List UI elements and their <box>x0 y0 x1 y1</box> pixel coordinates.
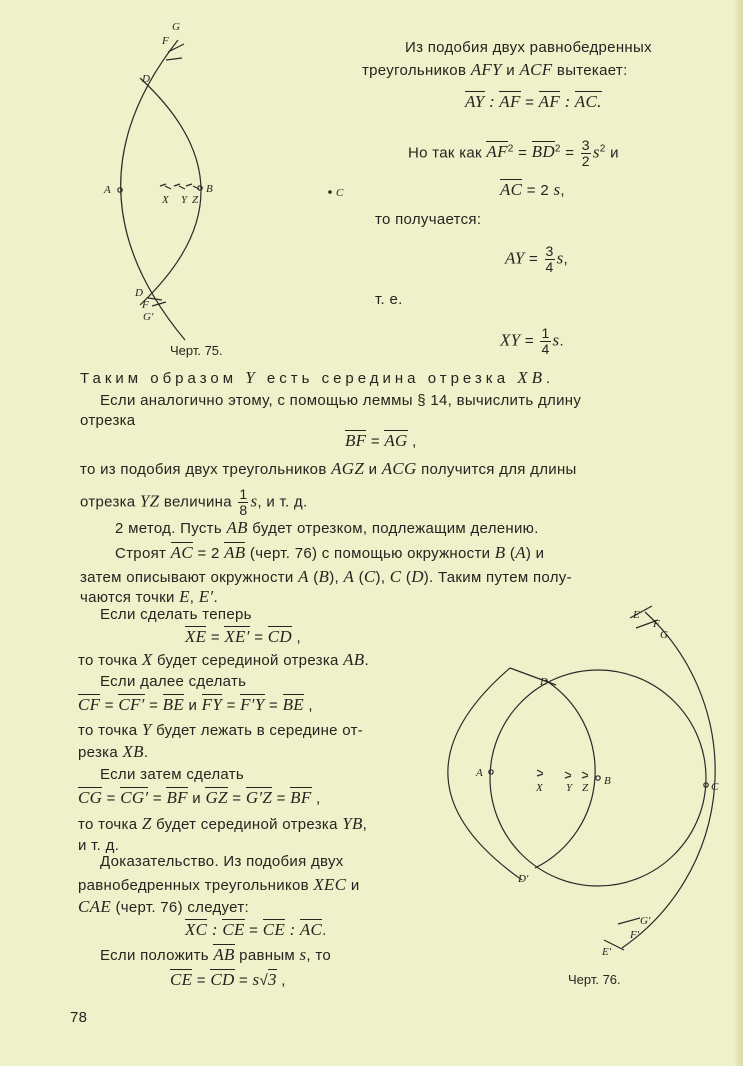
text-run: ( <box>354 569 364 586</box>
math-symbol: YZ <box>139 491 160 511</box>
math-segment-overlined: CF <box>78 695 101 714</box>
text-run: = <box>144 697 163 714</box>
text-run: = <box>520 94 539 111</box>
fraction-numerator: 3 <box>545 243 554 259</box>
text-run: Таким образом <box>80 370 246 387</box>
fig76-label-y: Y <box>566 782 573 794</box>
math-segment-overlined: AB <box>213 945 235 964</box>
math-segment-overlined: CE <box>170 970 193 989</box>
text-run: ( <box>308 569 319 586</box>
text-run: = <box>148 790 167 807</box>
text-run: Доказательство. Из подобия двух <box>100 853 344 870</box>
fig75-label-a: A <box>104 184 111 196</box>
text-run: Если затем сделать <box>100 766 244 783</box>
text-run: и <box>501 62 520 79</box>
math-segment-overlined: AF <box>538 92 561 111</box>
math-symbol: s <box>252 970 260 989</box>
math-segment-overlined: AC <box>170 543 193 562</box>
text-run: . <box>143 744 149 761</box>
text-run: = <box>366 433 385 450</box>
fraction-denominator: 2 <box>581 153 590 169</box>
fraction-numerator: 3 <box>581 137 590 153</box>
text-run: = <box>100 697 119 714</box>
math-segment-overlined: AG <box>384 431 408 450</box>
math-symbol: Z <box>141 814 152 833</box>
fraction-numerator: 1 <box>239 486 248 502</box>
text-run: ). Таким путем полу- <box>423 569 572 586</box>
math-symbol: D <box>411 567 424 586</box>
math-segment-overlined: CG′ <box>120 788 149 807</box>
math-symbol: s <box>552 330 560 350</box>
math-symbol: XB <box>122 742 144 761</box>
math-exponent: 2 <box>599 143 606 155</box>
math-symbol: AGZ <box>331 459 365 478</box>
math-symbol: ACF <box>519 60 553 79</box>
text-run: = 2 <box>522 182 554 199</box>
text-run: , <box>291 629 301 646</box>
text-run: то получается: <box>375 211 482 228</box>
text-run: ), <box>375 569 390 586</box>
text-run: , <box>189 589 199 606</box>
text-run: отрезка <box>80 412 136 429</box>
text-run: , <box>276 972 286 989</box>
fig76-label-d2: D′ <box>518 873 529 885</box>
fig76-label-c: C <box>711 781 719 793</box>
fig75-label-f: F <box>162 35 169 47</box>
math-symbol: s <box>250 491 258 511</box>
math-segment-overlined: CE <box>262 920 286 939</box>
fig75-label-c: C <box>336 187 344 199</box>
text-run: величина <box>159 493 237 511</box>
text-run: равнобедренных треугольников <box>78 877 314 894</box>
text-run: = <box>249 629 268 646</box>
math-symbol: XEC <box>313 875 347 894</box>
text-run: = <box>520 332 539 350</box>
fig76-label-f: F <box>653 618 660 630</box>
text-run: резка <box>78 744 123 761</box>
text-run: = <box>222 697 241 714</box>
text-run: = <box>560 144 579 162</box>
text-run: √ <box>259 972 269 989</box>
math-symbol: Y <box>141 720 152 739</box>
text-run: будет серединой отрезка <box>151 816 343 833</box>
text-run: будет отрезком, подлежащим делению. <box>247 520 539 537</box>
math-symbol: : <box>484 92 500 111</box>
text-run: 2 метод. Пусть <box>115 520 227 537</box>
fraction-numerator: 1 <box>541 325 550 341</box>
fraction-denominator: 4 <box>541 341 550 357</box>
math-segment-overlined: XC <box>185 920 208 939</box>
math-segment-overlined: AY <box>465 92 485 111</box>
text-run: чаются точки <box>80 589 180 606</box>
math-symbol: s <box>553 180 561 199</box>
math-symbol: B <box>494 543 506 562</box>
math-segment-overlined: XE <box>185 627 207 646</box>
page-number: 78 <box>70 1009 88 1026</box>
text-run: . <box>559 332 564 350</box>
math-segment-overlined: BE <box>162 695 185 714</box>
math-segment-overlined: AB <box>224 543 246 562</box>
text-run: Строят <box>115 545 171 562</box>
text-run: то точка <box>78 722 142 739</box>
text-run: Но так как <box>408 144 487 162</box>
text-run: , <box>407 433 417 450</box>
fig76-label-d: D <box>540 676 548 688</box>
line-d <box>510 668 556 685</box>
text-run: ( <box>505 545 516 562</box>
text-run: т. е. <box>375 291 403 308</box>
text-run: , <box>563 250 568 268</box>
text-run: = <box>206 629 225 646</box>
math-segment-overlined: AC <box>299 920 323 939</box>
math-symbol: A <box>343 567 355 586</box>
text-run: , <box>362 816 368 833</box>
text-run: = <box>524 250 543 268</box>
text-run: равным <box>234 947 300 964</box>
math-segment-overlined: CD <box>267 627 292 646</box>
arc-a-c <box>622 612 715 948</box>
math-segment-overlined: BD <box>531 142 555 162</box>
fig76-label-g2: G′ <box>640 915 651 927</box>
fig75-label-g2: G′ <box>143 311 154 323</box>
text-run: и <box>187 790 206 807</box>
fraction-denominator: 8 <box>239 502 248 518</box>
math-symbol: B <box>318 567 330 586</box>
math-symbol: s <box>556 248 564 268</box>
text-run: ), <box>329 569 344 586</box>
math-symbol: A <box>298 567 309 586</box>
text-run: Если сделать теперь <box>100 606 252 623</box>
text-run: то из подобия двух треугольников <box>80 461 332 478</box>
fig75-label-b: B <box>206 183 213 195</box>
fig75-label-d2: D <box>135 287 143 299</box>
text-run: = <box>272 790 291 807</box>
text-run: = <box>227 790 246 807</box>
math-segment-overlined: AC. <box>574 92 602 111</box>
math-segment-overlined: AC <box>500 180 523 199</box>
math-segment-overlined: F′Y <box>240 695 265 714</box>
text-run: = <box>102 790 121 807</box>
fig76-label-g: G <box>660 629 668 641</box>
fig76-label-e2: E′ <box>602 946 612 958</box>
text-run: (черт. 76) следует: <box>111 899 249 916</box>
text-run: и <box>605 144 619 162</box>
text-run: и <box>184 697 202 714</box>
math-symbol: : <box>560 92 575 111</box>
text-run: и т. д. <box>78 837 120 854</box>
math-segment-overlined: CF′ <box>118 695 145 714</box>
text-run: Из подобия двух равнобедренных <box>405 39 652 56</box>
math-symbol: XY <box>500 330 521 350</box>
text-run: и <box>364 461 382 478</box>
math-symbol: AB <box>343 650 365 669</box>
text-run: , <box>303 697 313 714</box>
fig76-label-z: Z <box>582 782 589 794</box>
text-run: . <box>546 370 555 387</box>
circle-b-a <box>490 670 706 886</box>
math-symbol: AY <box>505 248 525 268</box>
figure-75-caption: Черт. 75. <box>170 343 223 358</box>
math-symbol: CAE <box>78 897 112 916</box>
text-run: то точка <box>78 816 142 833</box>
text-run: = <box>192 972 211 989</box>
math-symbol: E′ <box>198 587 214 606</box>
fig76-label-a: A <box>476 767 483 779</box>
text-run: получится для длины <box>416 461 577 478</box>
math-symbol: : <box>285 920 300 939</box>
text-run: , <box>560 182 565 199</box>
text-run: есть середина отрезка <box>258 370 518 387</box>
math-symbol: ACG <box>381 459 417 478</box>
text-run: = <box>244 922 263 939</box>
math-symbol: Y <box>245 368 259 387</box>
text-run: Если далее сделать <box>100 673 247 690</box>
fig75-label-g: G <box>172 21 180 33</box>
fig75-label-x: X <box>162 194 169 206</box>
fig76-label-x: X <box>536 782 543 794</box>
fig76-label-e: E <box>633 609 640 621</box>
math-segment-overlined: CE <box>222 920 245 939</box>
text-run: = 2 <box>192 545 225 562</box>
fraction-denominator: 4 <box>545 259 554 275</box>
figure-76-caption: Черт. 76. <box>568 972 621 987</box>
math-symbol: A <box>515 543 526 562</box>
text-run: будет лежать в середине от- <box>151 722 364 739</box>
text-run: . <box>213 589 218 606</box>
math-symbol: E <box>179 587 190 606</box>
text-run: и <box>346 877 360 894</box>
math-segment-overlined: G′Z <box>245 788 273 807</box>
text-run: треугольников <box>362 62 471 79</box>
text-run: то точка <box>78 652 142 669</box>
arc-c-d <box>448 668 522 880</box>
math-segment-overlined: FY <box>201 695 223 714</box>
fig75-label-z: Z <box>192 194 199 206</box>
math-symbol: s <box>299 945 307 964</box>
text-run: , <box>311 790 321 807</box>
text-run: (черт. 76) с помощью окружности <box>245 545 495 562</box>
text-run: ) и <box>525 545 545 562</box>
text-run: = <box>264 697 283 714</box>
text-run: = <box>234 972 253 989</box>
fig75-label-f2: F <box>142 299 149 311</box>
text-run: , то <box>306 947 331 964</box>
math-symbol: s <box>592 142 600 162</box>
math-segment-overlined: BF <box>290 788 312 807</box>
math-segment-overlined: AF <box>499 92 521 111</box>
text-run: ( <box>401 569 412 586</box>
text-run: , и т. д. <box>257 493 308 511</box>
text-run: . <box>322 922 327 939</box>
fig75-label-y: Y <box>181 194 188 206</box>
math-segment-overlined: CG <box>78 788 103 807</box>
math-symbol: AFY <box>470 60 502 79</box>
text-run: = <box>513 144 532 162</box>
math-segment-overlined: BF <box>345 431 367 450</box>
math-segment-overlined: AF <box>486 142 508 162</box>
math-symbol: C <box>389 567 402 586</box>
math-symbol: C <box>363 567 376 586</box>
math-symbol: X <box>141 650 153 669</box>
math-symbol: : <box>207 920 223 939</box>
text-run: Если аналогично этому, с помощью леммы § 14, вычислить длину <box>100 392 582 409</box>
text-run: будет серединой отрезка <box>152 652 344 669</box>
math-segment-overlined: BE <box>282 695 304 714</box>
text-run: . <box>364 652 369 669</box>
math-segment-overlined: 3 <box>268 970 277 989</box>
math-symbol: XB <box>517 368 546 387</box>
math-symbol: AB <box>226 518 248 537</box>
math-segment-overlined: GZ <box>205 788 228 807</box>
math-segment-overlined: BF <box>166 788 188 807</box>
fig76-label-f2: F′ <box>630 929 640 941</box>
text-run: отрезка <box>80 493 140 511</box>
math-symbol: YB <box>342 814 363 833</box>
fig75-label-d: D <box>142 73 150 85</box>
text-run: затем описывают окружности <box>80 569 299 586</box>
math-exponent: 2 <box>554 143 561 155</box>
text-run: вытекает: <box>552 62 628 79</box>
text-run: Если положить <box>100 947 214 964</box>
math-exponent: 2 <box>507 143 514 155</box>
math-segment-overlined: XE′ <box>224 627 250 646</box>
math-segment-overlined: CD <box>210 970 235 989</box>
fig76-label-b: B <box>604 775 611 787</box>
